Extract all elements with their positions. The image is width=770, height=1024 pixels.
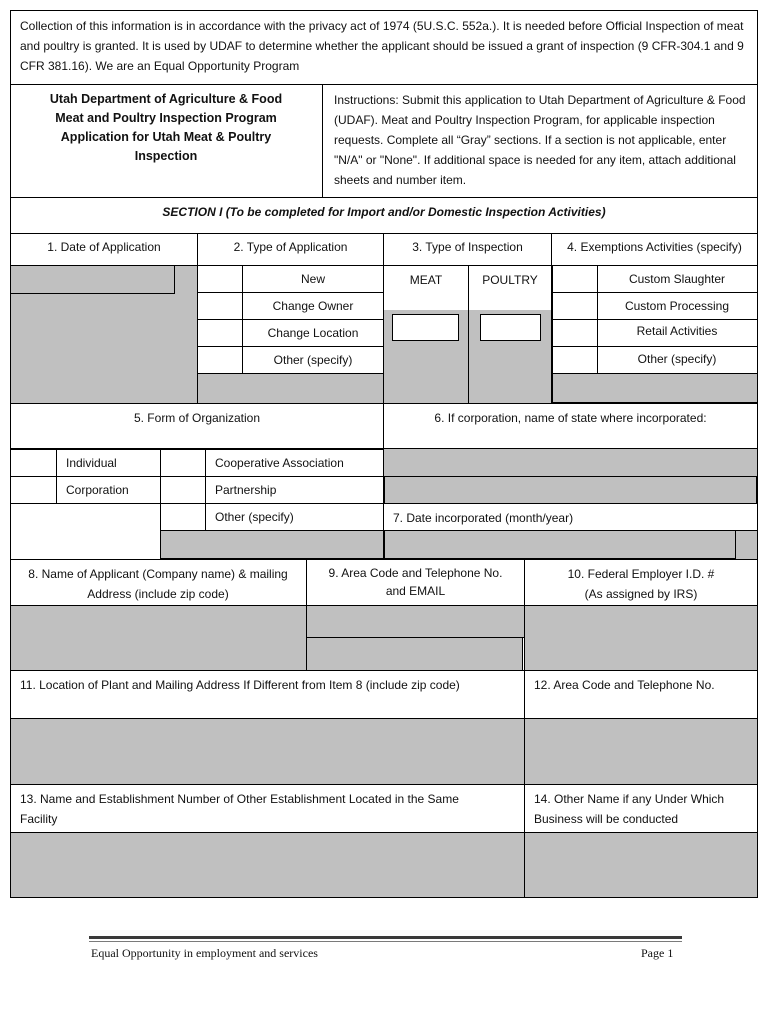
field-1-label: 1. Date of Application — [47, 240, 161, 254]
org-label-corporation: Corporation — [66, 483, 129, 497]
footer-text: Equal Opportunity in employment and services — [91, 946, 318, 960]
org-checkbox-partnership[interactable] — [160, 476, 206, 504]
type-of-application-area — [198, 374, 383, 403]
exemption-label: Custom Processing — [624, 299, 730, 313]
field-10-label: 10. Federal Employer I.D. # (As assigned by IRS) — [567, 567, 715, 601]
exemption-label: Retail Activities — [636, 324, 718, 338]
telephone-input[interactable] — [306, 605, 525, 638]
exemption-checkbox-other[interactable] — [552, 346, 598, 374]
org-checkbox-cooperative[interactable] — [160, 449, 206, 477]
date-incorporated-input[interactable] — [384, 530, 736, 559]
org-checkbox-corporation[interactable] — [10, 476, 57, 504]
field-4-label: 4. Exemptions Activities (specify) — [567, 240, 742, 254]
org-checkbox-individual[interactable] — [10, 449, 57, 477]
instructions: Instructions: Submit this application to Utah Department of Agriculture & Food (UDAF). Meat and Poultry Inspection Program, for applicable inspection requests. Complete all “Gray” sections. If a section is not applicable, enter "N/A" or "None". If additional space is needed for any item, attach additional sheets and number item. — [334, 93, 746, 187]
org-checkbox-other[interactable] — [160, 503, 206, 531]
plant-location-input[interactable] — [10, 718, 525, 785]
application-type-checkbox-other[interactable] — [197, 346, 243, 374]
footer-rule-thin — [89, 941, 682, 942]
org-label-partnership: Partnership — [215, 483, 277, 497]
exemption-label: Custom Slaughter — [628, 272, 726, 286]
inspection-type-checkbox-poultry[interactable] — [480, 314, 541, 341]
application-type-label: New — [300, 272, 325, 286]
date-incorporated-area — [736, 531, 757, 559]
inspection-type-meat-label: MEAT — [409, 273, 443, 287]
footer-rule — [89, 936, 682, 939]
email-input[interactable] — [306, 637, 523, 671]
exemption-label: Other (specify) — [637, 352, 717, 366]
org-label-individual: Individual — [66, 456, 117, 470]
application-type-checkbox-change-owner[interactable] — [197, 292, 243, 320]
org-label-other: Other (specify) — [215, 510, 294, 524]
org-other-specify-input[interactable] — [160, 530, 384, 559]
field-12-label: 12. Area Code and Telephone No. — [534, 678, 715, 692]
exemption-checkbox-retail[interactable] — [552, 319, 598, 347]
field-2-label: 2. Type of Application — [233, 240, 348, 254]
field-3-label: 3. Type of Inspection — [412, 240, 523, 254]
state-incorporated-input[interactable] — [384, 476, 757, 504]
page-number: Page 1 — [641, 946, 674, 960]
privacy-notice: Collection of this information is in accordance with the privacy act of 1974 (5U.S.C. 552a.). It is needed before Official Inspection of meat and poultry is granted. It is used by UDAF to determine whether the applicant should be issued a grant of inspection (9 CFR-304.1 and 9 CFR 381.16). We are an Equal Opportunity Program — [20, 19, 744, 73]
application-type-checkbox-change-location[interactable] — [197, 319, 243, 347]
application-type-label: Change Owner — [272, 299, 354, 313]
field-7-label: 7. Date incorporated (month/year) — [393, 511, 574, 525]
inspection-type-poultry-label: POULTRY — [482, 273, 538, 287]
state-incorporated-area — [384, 449, 757, 476]
application-type-label: Change Location — [267, 326, 359, 340]
application-type-checkbox-new[interactable] — [197, 265, 243, 293]
org-label-cooperative: Cooperative Association — [215, 456, 344, 470]
other-business-name-input[interactable] — [524, 832, 758, 898]
applicant-name-address-input[interactable] — [10, 605, 307, 671]
field-8-label: 8. Name of Applicant (Company name) & mailing Address (include zip code) — [28, 567, 288, 601]
exemption-checkbox-custom-slaughter[interactable] — [552, 265, 598, 293]
date-of-application-input[interactable] — [10, 265, 175, 294]
exemption-checkbox-custom-processing[interactable] — [552, 292, 598, 320]
field-5-label: 5. Form of Organization — [133, 411, 261, 425]
federal-employer-id-input[interactable] — [524, 605, 758, 671]
plant-telephone-input[interactable] — [524, 718, 758, 785]
section-title: SECTION I (To be completed for Import and/or Domestic Inspection Activities) — [162, 205, 606, 219]
field-9-label: 9. Area Code and Telephone No. and EMAIL — [328, 566, 503, 598]
other-establishment-input[interactable] — [10, 832, 525, 898]
application-type-label: Other (specify) — [273, 353, 353, 367]
field-6-label: 6. If corporation, name of state where incorporated: — [434, 411, 707, 425]
field-13-label: 13. Name and Establishment Number of Other Establishment Located in the Same Facility — [20, 792, 459, 826]
inspection-type-checkbox-meat[interactable] — [392, 314, 459, 341]
agency-title: Utah Department of Agriculture & Food Meat and Poultry Inspection Program Application for Utah Meat & Poultry Inspection — [49, 92, 283, 163]
field-14-label: 14. Other Name if any Under Which Business will be conducted — [534, 792, 725, 826]
field-11-label: 11. Location of Plant and Mailing Address If Different from Item 8 (include zip code) — [20, 678, 460, 692]
exemption-other-specify-input[interactable] — [552, 373, 758, 403]
